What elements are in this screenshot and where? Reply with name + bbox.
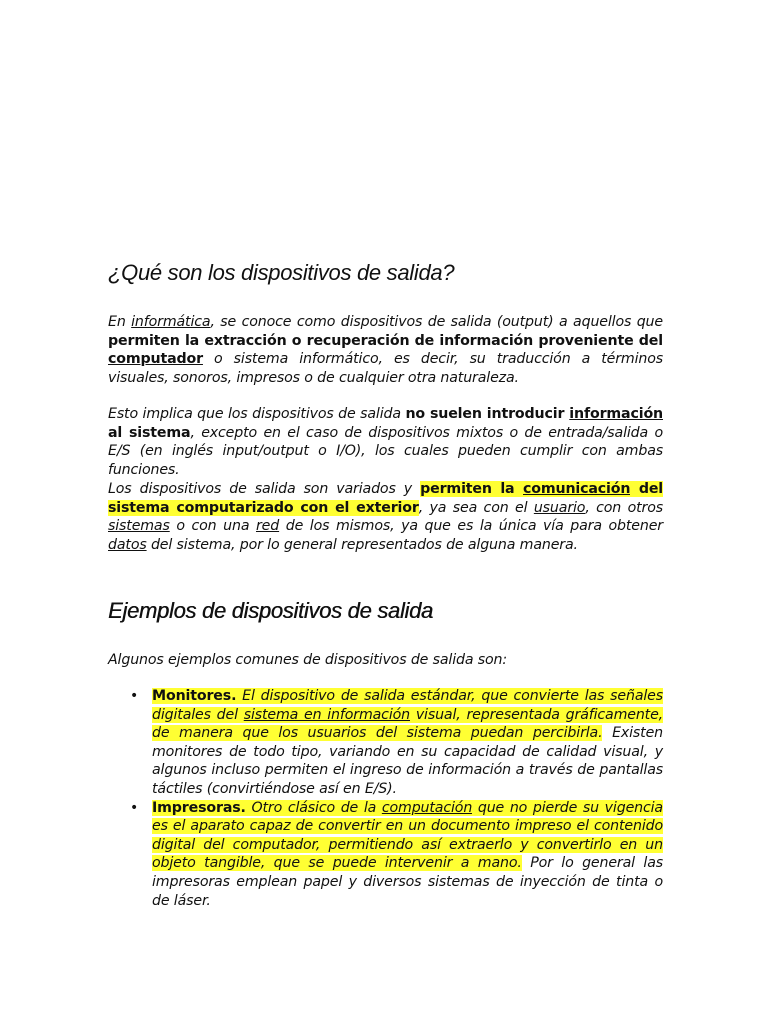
text: o sistema informático, es decir, su traducción a términos visuales, sonoros, impresos o de cualquier otra naturaleza. — [108, 351, 663, 386]
examples-intro: Algunos ejemplos comunes de dispositivos de salida son: — [108, 652, 507, 668]
list-item — [108, 799, 663, 911]
text: Esto implica que los dispositivos de salida — [108, 406, 406, 422]
highlighted-text: visual, representada gráficamente, de manera que los usuarios del sistema puedan percibirla. — [152, 706, 664, 742]
highlighted-bold-text: del sistema computarizado con el exterior — [108, 481, 664, 516]
implication-paragraph — [108, 405, 663, 479]
text: , con otros — [585, 499, 663, 516]
text: del sistema, por lo general representados de alguna manera. — [146, 536, 578, 553]
text: o con una — [169, 518, 256, 535]
highlighted-bold-text: permiten la — [420, 481, 523, 497]
bullet-icon: • — [130, 799, 139, 816]
link-computacion[interactable]: computación — [381, 799, 473, 816]
highlighted-text: que no pierde su vigencia es el aparato capaz de convertir en un documento impreso el contenido digital del computador, permitiendo así extraerlo y convertirlo en un objeto tangible, que se puede intervenir a mano. — [152, 799, 663, 872]
examples-list — [108, 687, 663, 910]
link-usuario[interactable]: usuario — [533, 499, 586, 516]
highlighted-text: El dispositivo de salida estándar, que convierte las señales digitales del — [152, 688, 663, 723]
text: , excepto en el caso de dispositivos mixtos o de entrada/salida o E/S (en inglés input/output o I/O), los cuales pueden cumplir con ambas funciones. — [108, 424, 664, 478]
intro-paragraph — [108, 313, 663, 387]
section-heading: Ejemplos de dispositivos de salida — [108, 598, 433, 623]
text: , se conoce como dispositivos de salida (output) a aquellos que — [210, 314, 663, 330]
bullet-icon: • — [130, 688, 139, 704]
highlighted-text: Otro clásico de la — [245, 799, 382, 816]
page-title: ¿Qué son los dispositivos de salida? — [108, 260, 455, 285]
link-informatica[interactable]: informática — [131, 314, 211, 330]
list-item — [108, 687, 663, 799]
link-datos[interactable]: datos — [108, 536, 147, 553]
link-red[interactable]: red — [255, 518, 280, 535]
text: de los mismos, ya que es la única vía para obtener — [279, 518, 663, 535]
bold-text: permiten la extracción o recuperación de información proveniente del — [108, 332, 663, 349]
text: , ya sea con el — [418, 499, 534, 516]
communication-paragraph — [108, 480, 663, 554]
link-comunicacion[interactable]: comunicación — [523, 481, 631, 497]
link-informacion[interactable]: información — [569, 406, 663, 422]
link-computador[interactable]: computador — [108, 351, 203, 368]
bold-text: al sistema — [108, 424, 191, 441]
text: Existen monitores de todo tipo, variando en su capacidad de calidad visual, y algunos incluso permiten el ingreso de información a través de pantallas táctiles (convirtiéndose así en E/S). — [152, 725, 663, 797]
link-sistemas[interactable]: sistemas — [108, 518, 170, 535]
text: Los dispositivos de salida son variados y — [108, 481, 421, 497]
text: Por lo general las impresoras emplean papel y diversos sistemas de inyección de tinta o de láser. — [152, 855, 663, 909]
link-sistema-en-informacion[interactable]: sistema en información — [243, 706, 410, 723]
bold-text: no suelen introducir — [405, 406, 570, 422]
item-title: Monitores. — [152, 688, 237, 704]
text: En — [108, 314, 132, 330]
item-title: Impresoras. — [152, 799, 246, 816]
